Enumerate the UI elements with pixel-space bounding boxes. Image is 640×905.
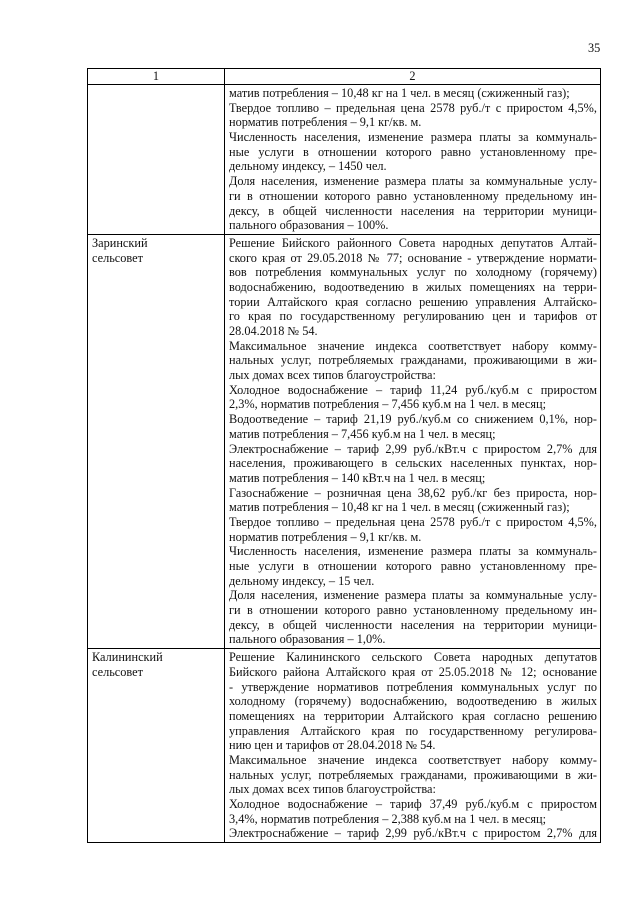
paragraph (229, 130, 597, 174)
municipality-name-line: Калининский (92, 650, 163, 665)
description-cell (225, 649, 601, 843)
text-line: дексу, в общей численности населения на территории муници- (229, 617, 597, 632)
description-cell (225, 234, 601, 648)
text-line: 3,4%, норматив потребления – 2,388 куб.м на 1 чел. в месяц; (229, 811, 546, 826)
table-row (88, 234, 601, 648)
table-header (88, 69, 601, 85)
text-line: Электроснабжение – тариф 2,99 руб./кВт.ч с приростом 2,7% для (229, 441, 597, 456)
municipality-name-line: сельсовет (92, 664, 143, 679)
page-number: 35 (588, 41, 601, 55)
text-line: пального образования – 1,0%. (229, 632, 386, 647)
text-line: нальных услуг, потребляемых гражданами, проживающими в жи- (229, 767, 597, 782)
description-cell (225, 85, 601, 235)
text-line: норматив потребления – 9,1 кг/кв. м. (229, 115, 422, 130)
text-line: лых домах всех типов благоустройства: (229, 782, 436, 797)
text-line: тории Алтайского края согласно решению управления Алтайско- (229, 294, 597, 309)
text-line: Доля населения, изменение размера платы за коммунальные услу- (229, 174, 597, 189)
paragraph (229, 588, 597, 647)
paragraph (229, 797, 597, 826)
text-line: матив потребления – 7,456 куб.м на 1 чел. в месяц; (229, 426, 496, 441)
text-line: Численность населения, изменение размера платы за коммуналь- (229, 130, 597, 145)
paragraph (229, 101, 597, 130)
text-line: нальных услуг, потребляемых гражданами, проживающими в жи- (229, 353, 597, 368)
text-line: 2,3%, норматив потребления – 7,456 куб.м на 1 чел. в месяц; (229, 397, 546, 412)
header-cell-column-2: 2 (225, 69, 601, 85)
text-line: дельному индексу, – 1450 чел. (229, 159, 387, 174)
table-body (88, 85, 601, 843)
text-line: управления Алтайского края по государственному регулирова- (229, 723, 597, 738)
text-line: Численность населения, изменение размера платы за коммуналь- (229, 544, 597, 559)
paragraph (229, 826, 597, 841)
paragraph (229, 515, 597, 544)
text-line: Газоснабжение – розничная цена 38,62 руб./кг без прироста, нор- (229, 485, 597, 500)
text-line: Твердое топливо – предельная цена 2578 руб./т с приростом 4,5%, (229, 514, 597, 529)
text-line: ные услуги в отношении которого равно установленному пре- (229, 144, 597, 159)
paragraph (229, 650, 597, 753)
text-line: Холодное водоснабжение – тариф 11,24 руб./куб.м с приростом (229, 382, 597, 397)
municipality-cell (88, 649, 225, 843)
paragraph (229, 486, 597, 515)
text-line: нию цен и тарифов от 28.04.2018 № 54. (229, 738, 436, 753)
text-line: норматив потребления – 9,1 кг/кв. м. (229, 529, 422, 544)
text-line: Максимальное значение индекса соответствует набору комму- (229, 752, 597, 767)
text-line: дексу, в общей численности населения на территории муници- (229, 203, 597, 218)
tariff-table (87, 68, 601, 843)
text-line: ского края от 29.05.2018 № 77; основание - утверждение нормати- (229, 250, 597, 265)
text-line: пального образования – 100%. (229, 218, 389, 233)
text-line: водоснабжению, водоотведению в жилых помещениях на терри- (229, 279, 597, 294)
table-row (88, 85, 601, 235)
text-line: Решение Калининского сельского Совета народных депутатов (229, 650, 597, 665)
text-line: лых домах всех типов благоустройства: (229, 368, 436, 383)
text-line: населения, проживающего в сельских населенных пунктах, нор- (229, 456, 597, 471)
text-line: Холодное водоснабжение – тариф 37,49 руб./куб.м с приростом (229, 797, 597, 811)
text-line: матив потребления – 140 кВт.ч на 1 чел. в месяц; (229, 470, 486, 485)
text-line: дельному индексу, – 15 чел. (229, 573, 375, 588)
paragraph (229, 86, 597, 101)
paragraph (229, 753, 597, 797)
text-line: помещениях на территории Алтайского края согласно решению (229, 708, 597, 723)
paragraph (229, 442, 597, 486)
paragraph (229, 383, 597, 412)
text-line: ные услуги в отношении которого равно установленному пре- (229, 559, 597, 573)
text-line: Водоотведение – тариф 21,19 руб./куб.м со снижением 0,1%, нор- (229, 412, 597, 427)
text-line: Решение Бийского районного Совета народных депутатов Алтай- (229, 235, 597, 250)
text-line: го края по государственному регулированию цен и тарифов от (229, 309, 597, 324)
text-line: ги в отношении которого равно установленному предельному ин- (229, 603, 597, 618)
municipality-cell (88, 234, 225, 648)
text-line: Бийского района Алтайского края от 25.05.2018 № 12; основание (229, 664, 597, 679)
text-line: Доля населения, изменение размера платы за коммунальные услу- (229, 588, 597, 603)
paragraph (229, 544, 597, 588)
table-row (88, 649, 601, 843)
text-line: матив потребления – 10,48 кг на 1 чел. в месяц (сжиженный газ); (229, 86, 570, 100)
text-line: Твердое топливо – предельная цена 2578 руб./т с приростом 4,5%, (229, 100, 597, 115)
municipality-name-line: Заринский (92, 235, 148, 250)
text-line: Максимальное значение индекса соответствует набору комму- (229, 338, 597, 353)
municipality-name-line: сельсовет (92, 250, 143, 265)
header-cell-column-1: 1 (88, 69, 225, 85)
text-line: ги в отношении которого равно установленному предельному ин- (229, 188, 597, 203)
paragraph (229, 236, 597, 339)
text-line: холодному (горячему) водоснабжению, водоотведению в жилых (229, 694, 597, 709)
text-line: вов потребления коммунальных услуг по холодному (горячему) (229, 265, 597, 280)
text-line: - утверждение нормативов потребления коммунальных услуг по (229, 679, 597, 694)
text-line: матив потребления – 10,48 кг на 1 чел. в месяц (сжиженный газ); (229, 500, 570, 515)
header-row (88, 69, 601, 85)
text-line: 28.04.2018 № 54. (229, 324, 318, 338)
paragraph (229, 412, 597, 441)
paragraph (229, 339, 597, 383)
text-line: Электроснабжение – тариф 2,99 руб./кВт.ч с приростом 2,7% для (229, 826, 597, 841)
paragraph (229, 174, 597, 233)
municipality-cell (88, 85, 225, 235)
